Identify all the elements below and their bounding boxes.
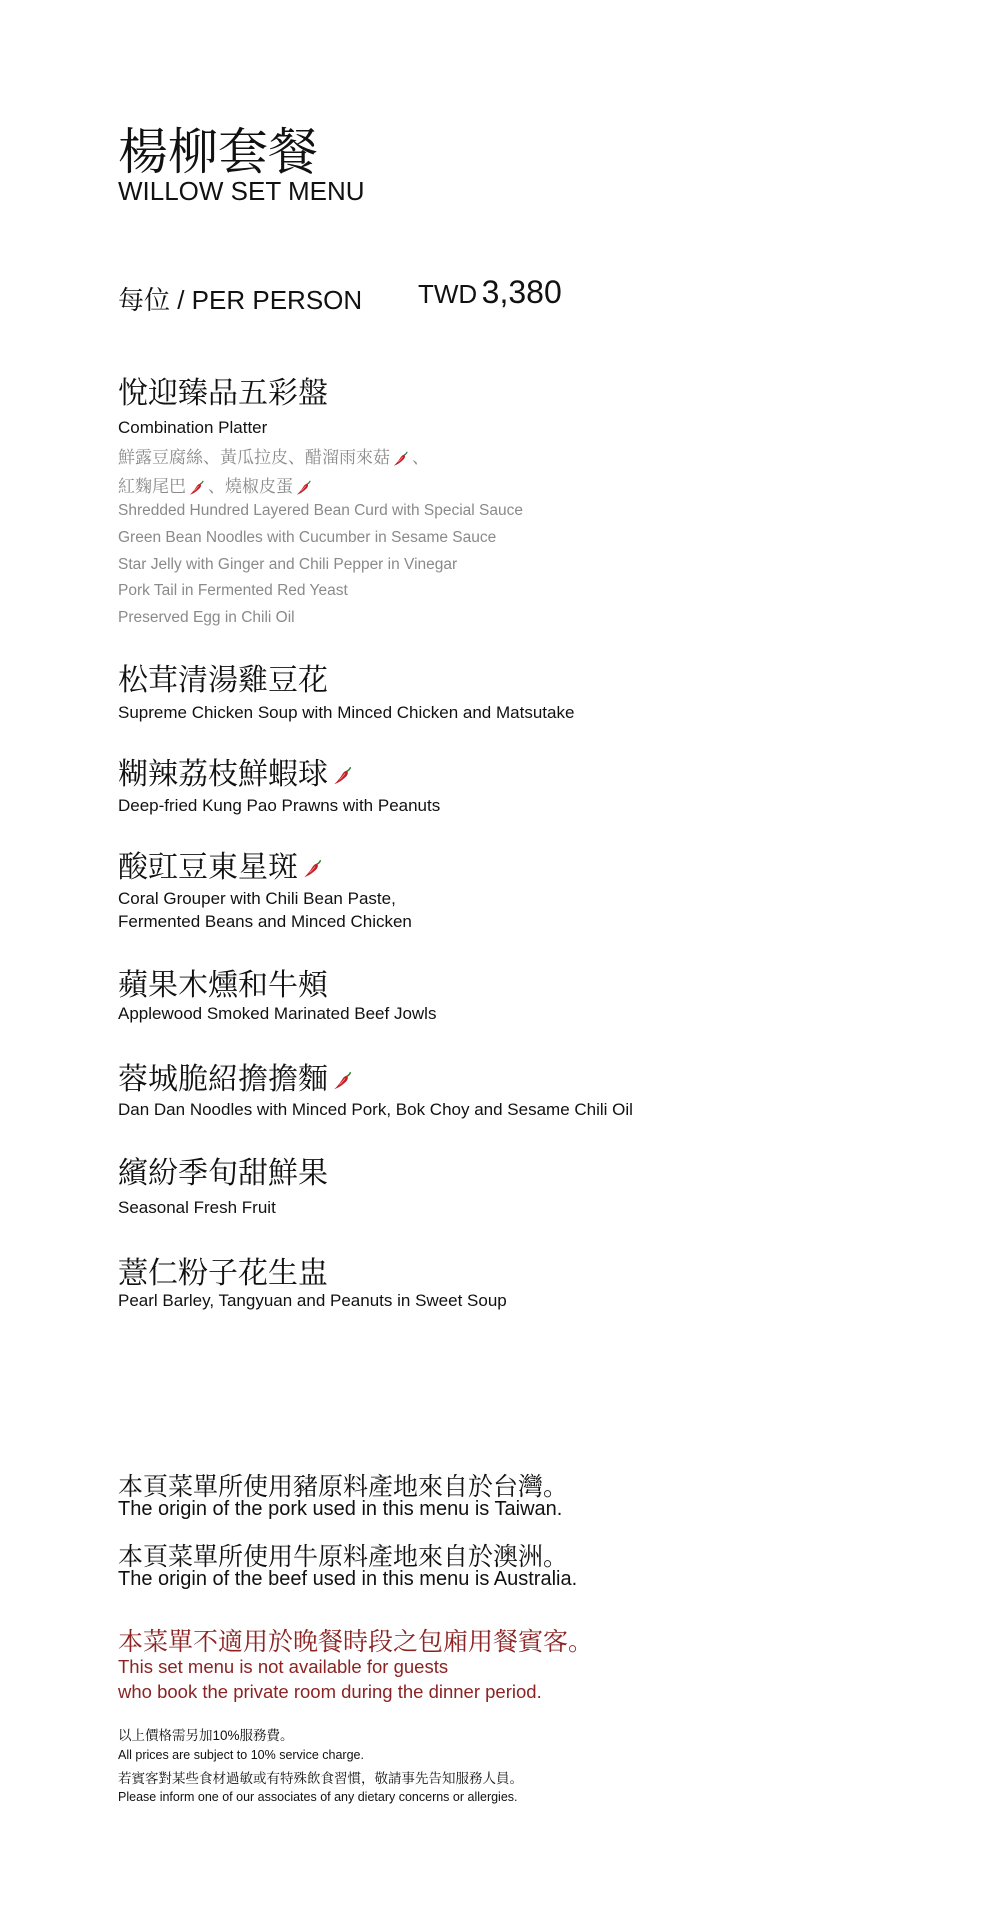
beef-origin-zh: 本頁菜單所使用牛原料產地來自於澳洲。 xyxy=(118,1542,569,1571)
course-title-zh: 蓉城脆紹擔擔麵 xyxy=(118,1062,328,1097)
course-title-zh: 酸豇豆東星斑 xyxy=(118,850,298,885)
course-title-en: Dan Dan Noodles with Minced Pork, Bok Choy and Sesame Chili Oil xyxy=(118,1100,633,1119)
platter-item-en: Shredded Hundred Layered Bean Curd with Special Sauce xyxy=(118,502,523,519)
platter-items-zh-line2 xyxy=(118,472,315,497)
private-room-notice-en: This set menu is not available for guests xyxy=(118,1656,449,1677)
course-title-zh-row xyxy=(118,842,324,886)
course-title-zh: 糊辣荔枝鮮蝦球 xyxy=(118,757,328,792)
platter-item-en: Preserved Egg in Chili Oil xyxy=(118,609,295,626)
pork-origin-zh: 本頁菜單所使用豬原料產地來自於台灣。 xyxy=(118,1472,569,1501)
allergy-notice-en: Please inform one of our associates of any dietary concerns or allergies. xyxy=(118,1790,518,1804)
course-title-zh-row xyxy=(118,1054,354,1098)
course-title-en: Seasonal Fresh Fruit xyxy=(118,1198,276,1217)
platter-title-en: Combination Platter xyxy=(118,418,268,437)
service-charge-en: All prices are subject to 10% service charge. xyxy=(118,1748,364,1762)
allergy-notice-zh: 若賓客對某些食材過敏或有特殊飲食習慣，敬請事先告知服務人員。 xyxy=(118,1771,523,1786)
platter-items-zh-line1 xyxy=(118,443,429,468)
platter-title-zh: 悅迎臻品五彩盤 xyxy=(118,376,328,411)
beef-origin-en: The origin of the beef used in this menu is Australia. xyxy=(118,1568,578,1590)
chili-pepper-icon xyxy=(188,479,206,497)
platter-item-en: Green Bean Noodles with Cucumber in Sesame Sauce xyxy=(118,529,497,546)
per-person-label: 每位 / PER PERSON xyxy=(118,285,363,315)
price-amount: 3,380 xyxy=(481,274,562,310)
menu-title-en: WILLOW SET MENU xyxy=(118,176,365,206)
chili-pepper-icon xyxy=(332,765,354,787)
platter-item-en: Star Jelly with Ginger and Chili Pepper in Vinegar xyxy=(118,556,458,573)
course-title-zh: 繽紛季旬甜鮮果 xyxy=(118,1156,328,1191)
course-title-en: Deep-fried Kung Pao Prawns with Peanuts xyxy=(118,796,441,815)
private-room-notice-en: who book the private room during the dinner period. xyxy=(118,1681,542,1702)
course-title-en: Coral Grouper with Chili Bean Paste, xyxy=(118,889,396,908)
chili-pepper-icon xyxy=(295,479,313,497)
private-room-notice-zh: 本菜單不適用於晚餐時段之包廂用餐賓客。 xyxy=(118,1627,594,1656)
platter-items-zh-text: 鮮露豆腐絲、黃瓜拉皮、醋溜雨來菇 xyxy=(118,448,390,467)
price xyxy=(418,274,562,311)
course-title-zh: 蘋果木燻和牛頰 xyxy=(118,968,328,1003)
platter-items-zh-text: 、 xyxy=(412,448,429,467)
menu-title-zh: 楊柳套餐 xyxy=(118,123,318,181)
course-title-en: Supreme Chicken Soup with Minced Chicken and Matsutake xyxy=(118,703,575,722)
course-title-zh-row xyxy=(118,749,354,793)
platter-item-en: Pork Tail in Fermented Red Yeast xyxy=(118,582,348,599)
course-title-zh: 薏仁粉子花生盅 xyxy=(118,1256,328,1291)
platter-items-zh-text: 、燒椒皮蛋 xyxy=(208,477,293,496)
course-title-zh: 松茸清湯雞豆花 xyxy=(118,663,328,698)
chili-pepper-icon xyxy=(392,450,410,468)
course-title-en: Pearl Barley, Tangyuan and Peanuts in Sweet Soup xyxy=(118,1291,507,1310)
chili-pepper-icon xyxy=(332,1070,354,1092)
chili-pepper-icon xyxy=(302,858,324,880)
price-currency: TWD xyxy=(418,279,478,309)
platter-items-zh-text: 紅麴尾巴 xyxy=(118,477,186,496)
course-title-en: Fermented Beans and Minced Chicken xyxy=(118,912,412,931)
service-charge-zh: 以上價格需另加10%服務費。 xyxy=(118,1728,294,1743)
pork-origin-en: The origin of the pork used in this menu is Taiwan. xyxy=(118,1498,563,1520)
course-title-en: Applewood Smoked Marinated Beef Jowls xyxy=(118,1004,437,1023)
